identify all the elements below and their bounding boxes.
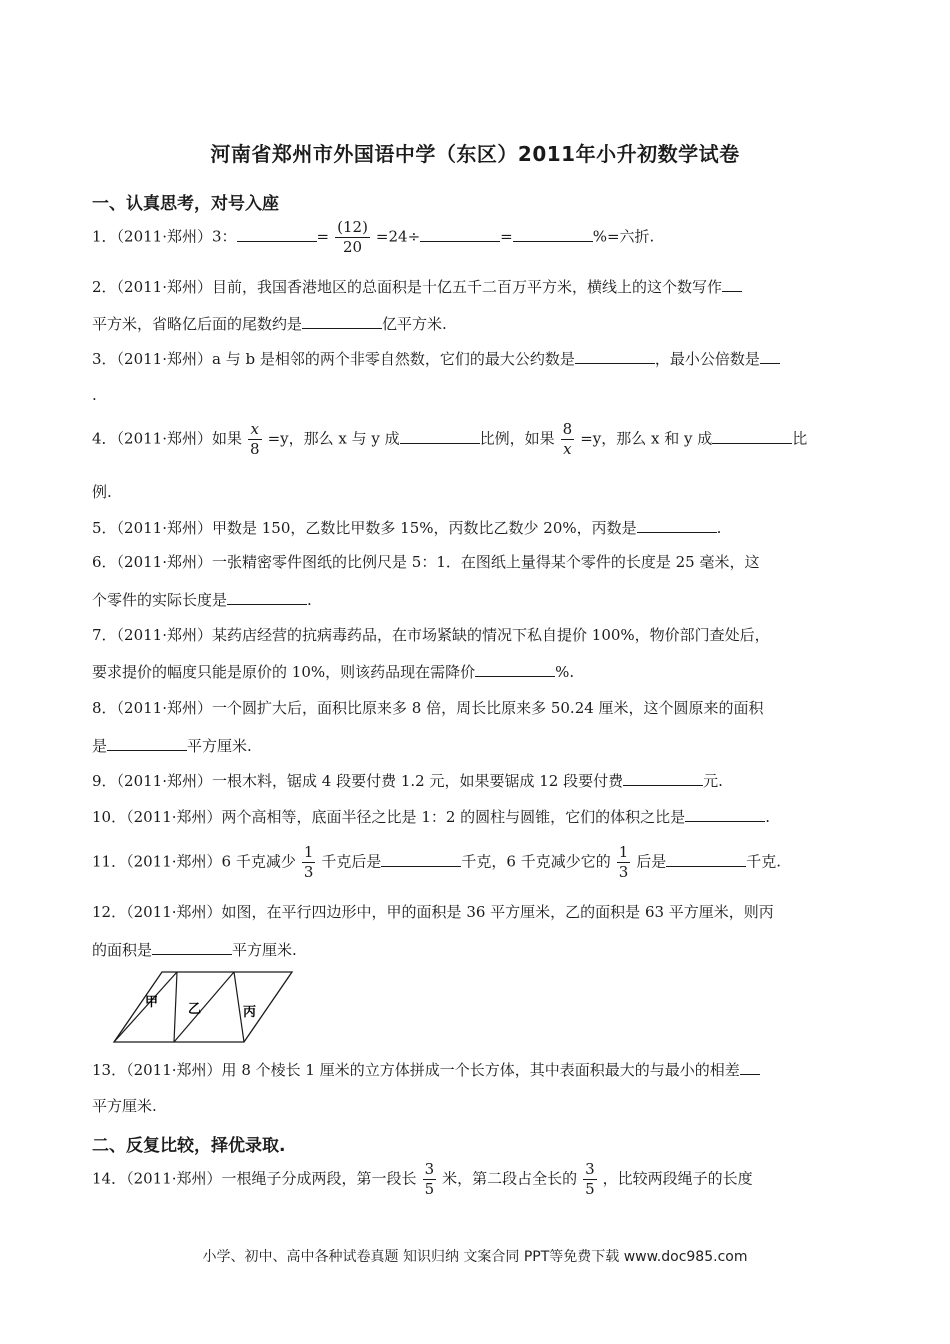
question-14 xyxy=(92,1160,753,1199)
question-source: （2011·郑州） xyxy=(126,852,222,871)
text: 甲数是 150，乙数比甲数多 15%，丙数比乙数少 20%，丙数是 xyxy=(212,519,637,537)
text: ，比较两段绳子的长度 xyxy=(602,1169,753,1188)
numerator: 1 xyxy=(618,843,629,861)
answer-blank[interactable] xyxy=(302,313,382,329)
answer-blank[interactable] xyxy=(237,226,317,242)
answer-blank[interactable] xyxy=(722,276,742,292)
text: a 与 b 是相邻的两个非零自然数，它们的最大公约数是 xyxy=(212,350,575,368)
text: 要求提价的幅度只能是原价的 10%，则该药品现在需降价 xyxy=(92,663,476,681)
text: 如图，在平行四边形中，甲的面积是 36 平方厘米，乙的面积是 63 平方厘米，则丙 xyxy=(221,903,774,921)
question-number: 1． xyxy=(92,227,117,246)
text: 米，第二段占全长的 xyxy=(442,1169,578,1188)
fraction xyxy=(561,420,575,459)
text: 比例，如果 xyxy=(479,429,555,448)
question-number: 13． xyxy=(92,1061,127,1079)
question-2 xyxy=(92,276,742,297)
text: 千克，6 千克减少它的 xyxy=(461,852,611,871)
question-source: （2011·郑州） xyxy=(116,350,212,368)
answer-blank[interactable] xyxy=(637,517,717,533)
text: = xyxy=(500,227,513,246)
text: 一根木料，锯成 4 段要付费 1.2 元，如果要锯成 12 段要付费 xyxy=(212,772,624,790)
question-2-line-2 xyxy=(92,313,447,334)
question-9 xyxy=(92,770,723,791)
question-number: 4． xyxy=(92,429,117,448)
fraction xyxy=(248,420,262,459)
text: 一张精密零件图纸的比例尺是 5：1．在图纸上量得某个零件的长度是 25 毫米，这 xyxy=(212,553,760,571)
question-7 xyxy=(92,625,770,645)
question-6-line-2 xyxy=(92,589,312,610)
question-1 xyxy=(92,218,654,257)
text: . xyxy=(307,591,312,609)
question-source: （2011·郑州） xyxy=(126,808,222,826)
denominator: 5 xyxy=(424,1180,435,1198)
answer-blank[interactable] xyxy=(381,851,461,867)
text: %=六折. xyxy=(592,227,655,246)
answer-blank[interactable] xyxy=(575,348,655,364)
denominator: 8 xyxy=(250,440,260,458)
numerator: 3 xyxy=(585,1160,595,1178)
question-number: 6． xyxy=(92,553,117,571)
denominator: 20 xyxy=(342,238,363,256)
text: 一个圆扩大后，面积比原来多 8 倍，周长比原来多 50.24 厘米，这个圆原来的面积 xyxy=(212,699,764,717)
region-label-bing: 丙 xyxy=(243,1005,257,1020)
text: =y，那么 x 与 y 成 xyxy=(267,429,400,448)
fraction xyxy=(583,1160,597,1199)
answer-blank[interactable] xyxy=(760,348,780,364)
answer-blank[interactable] xyxy=(623,770,703,786)
divider-line xyxy=(174,972,177,1042)
section-heading-1: 一、认真思考，对号入座 xyxy=(92,194,279,214)
question-13-line-2: 平方厘米. xyxy=(92,1097,157,1115)
denominator: x xyxy=(563,440,572,458)
question-4-line-2: 例. xyxy=(92,483,112,501)
question-12-line-2 xyxy=(92,939,297,960)
text: 千克后是 xyxy=(321,852,382,871)
question-source: （2011·郑州） xyxy=(116,772,212,790)
text: . xyxy=(765,808,770,826)
question-number: 9． xyxy=(92,772,117,790)
denominator: 5 xyxy=(585,1180,595,1198)
answer-blank[interactable] xyxy=(420,226,500,242)
answer-blank[interactable] xyxy=(475,661,555,677)
text: =24÷ xyxy=(375,227,421,246)
answer-blank[interactable] xyxy=(400,428,480,444)
question-source: （2011·郑州） xyxy=(116,519,212,537)
question-source: （2011·郑州） xyxy=(116,429,212,448)
numerator: 3 xyxy=(424,1160,435,1178)
region-label-jia: 甲 xyxy=(145,995,159,1010)
question-number: 11． xyxy=(92,852,127,871)
question-11 xyxy=(92,843,781,882)
text: 如果 xyxy=(212,429,243,448)
text: 后是 xyxy=(636,852,667,871)
text: 平方厘米. xyxy=(232,941,297,959)
text: 用 8 个棱长 1 厘米的立方体拼成一个长方体，其中表面积最大的与最小的相差 xyxy=(221,1061,740,1079)
question-number: 8． xyxy=(92,699,117,717)
text: 亿平方米. xyxy=(382,315,447,333)
answer-blank[interactable] xyxy=(666,851,746,867)
question-source: （2011·郑州） xyxy=(126,1061,222,1079)
question-source: （2011·郑州） xyxy=(116,553,212,571)
question-number: 3． xyxy=(92,350,117,368)
text: . xyxy=(716,519,722,537)
text: 两个高相等，底面半径之比是 1：2 的圆柱与圆锥，它们的体积之比是 xyxy=(221,808,686,826)
question-number: 12． xyxy=(92,903,127,921)
question-source: （2011·郑州） xyxy=(116,278,212,296)
text: 元. xyxy=(703,772,723,790)
fraction xyxy=(423,1160,437,1199)
text: 比 xyxy=(792,429,808,448)
text: 6 千克减少 xyxy=(221,852,296,871)
question-number: 5． xyxy=(92,519,117,537)
question-source: （2011·郑州） xyxy=(126,1169,222,1188)
region-label-yi: 乙 xyxy=(188,1002,202,1017)
answer-blank[interactable] xyxy=(227,589,307,605)
answer-blank[interactable] xyxy=(152,939,232,955)
question-number: 14． xyxy=(92,1169,127,1188)
question-source: （2011·郑州） xyxy=(126,903,222,921)
question-8-line-2 xyxy=(92,735,252,756)
question-7-line-2 xyxy=(92,661,574,682)
text: =y，那么 x 和 y 成 xyxy=(580,429,713,448)
numerator: x xyxy=(248,420,262,440)
question-13 xyxy=(92,1059,760,1080)
question-number: 10． xyxy=(92,808,127,826)
answer-blank[interactable] xyxy=(740,1059,760,1075)
numerator: (12) xyxy=(337,218,368,236)
question-3-line-2: . xyxy=(92,386,97,404)
text: 平方厘米. xyxy=(187,737,252,755)
text: 一根绳子分成两段，第一段长 xyxy=(221,1169,417,1188)
denominator: 3 xyxy=(618,863,629,881)
denominator: 3 xyxy=(303,863,314,881)
text: 的面积是 xyxy=(92,941,153,959)
parallelogram-figure xyxy=(112,968,297,1044)
text: 平方米，省略亿后面的尾数约是 xyxy=(92,315,303,333)
question-number: 7． xyxy=(92,626,117,644)
text: 千克. xyxy=(746,852,782,871)
numerator: 1 xyxy=(303,843,314,861)
text: 3： xyxy=(212,227,237,246)
question-source: （2011·郑州） xyxy=(116,626,212,644)
text: 是 xyxy=(92,737,108,755)
fraction xyxy=(302,843,316,882)
text: 个零件的实际长度是 xyxy=(92,591,228,609)
question-10 xyxy=(92,806,770,827)
fraction xyxy=(617,843,631,882)
page-title: 河南省郑州市外国语中学（东区）2011年小升初数学试卷 xyxy=(210,142,740,166)
question-5 xyxy=(92,517,721,538)
section-heading-2: 二、反复比较，择优录取. xyxy=(92,1136,286,1156)
question-3 xyxy=(92,348,780,369)
question-8 xyxy=(92,698,764,718)
text: %. xyxy=(555,663,575,681)
fraction xyxy=(335,218,370,257)
parallelogram-outline xyxy=(114,972,292,1042)
answer-blank[interactable] xyxy=(712,428,792,444)
answer-blank[interactable] xyxy=(107,735,187,751)
diagonal-line xyxy=(174,972,234,1042)
answer-blank[interactable] xyxy=(513,226,593,242)
text: ，最小公倍数是 xyxy=(654,350,760,368)
text: = xyxy=(316,227,330,246)
question-number: 2． xyxy=(92,278,117,296)
text: 目前，我国香港地区的总面积是十亿五千二百万平方米，横线上的这个数写作 xyxy=(212,278,723,296)
question-12 xyxy=(92,902,774,922)
text: 某药店经营的抗病毒药品，在市场紧缺的情况下私自提价 100%，物价部门查处后， xyxy=(212,626,770,644)
numerator: 8 xyxy=(562,420,573,438)
page-footer: 小学、初中、高中各种试卷真题 知识归纳 文案合同 PPT等免费下载 www.doc985.com xyxy=(202,1249,748,1265)
answer-blank[interactable] xyxy=(685,806,765,822)
question-source: （2011·郑州） xyxy=(116,227,212,246)
question-source: （2011·郑州） xyxy=(116,699,212,717)
question-6 xyxy=(92,552,759,572)
question-4 xyxy=(92,420,807,459)
